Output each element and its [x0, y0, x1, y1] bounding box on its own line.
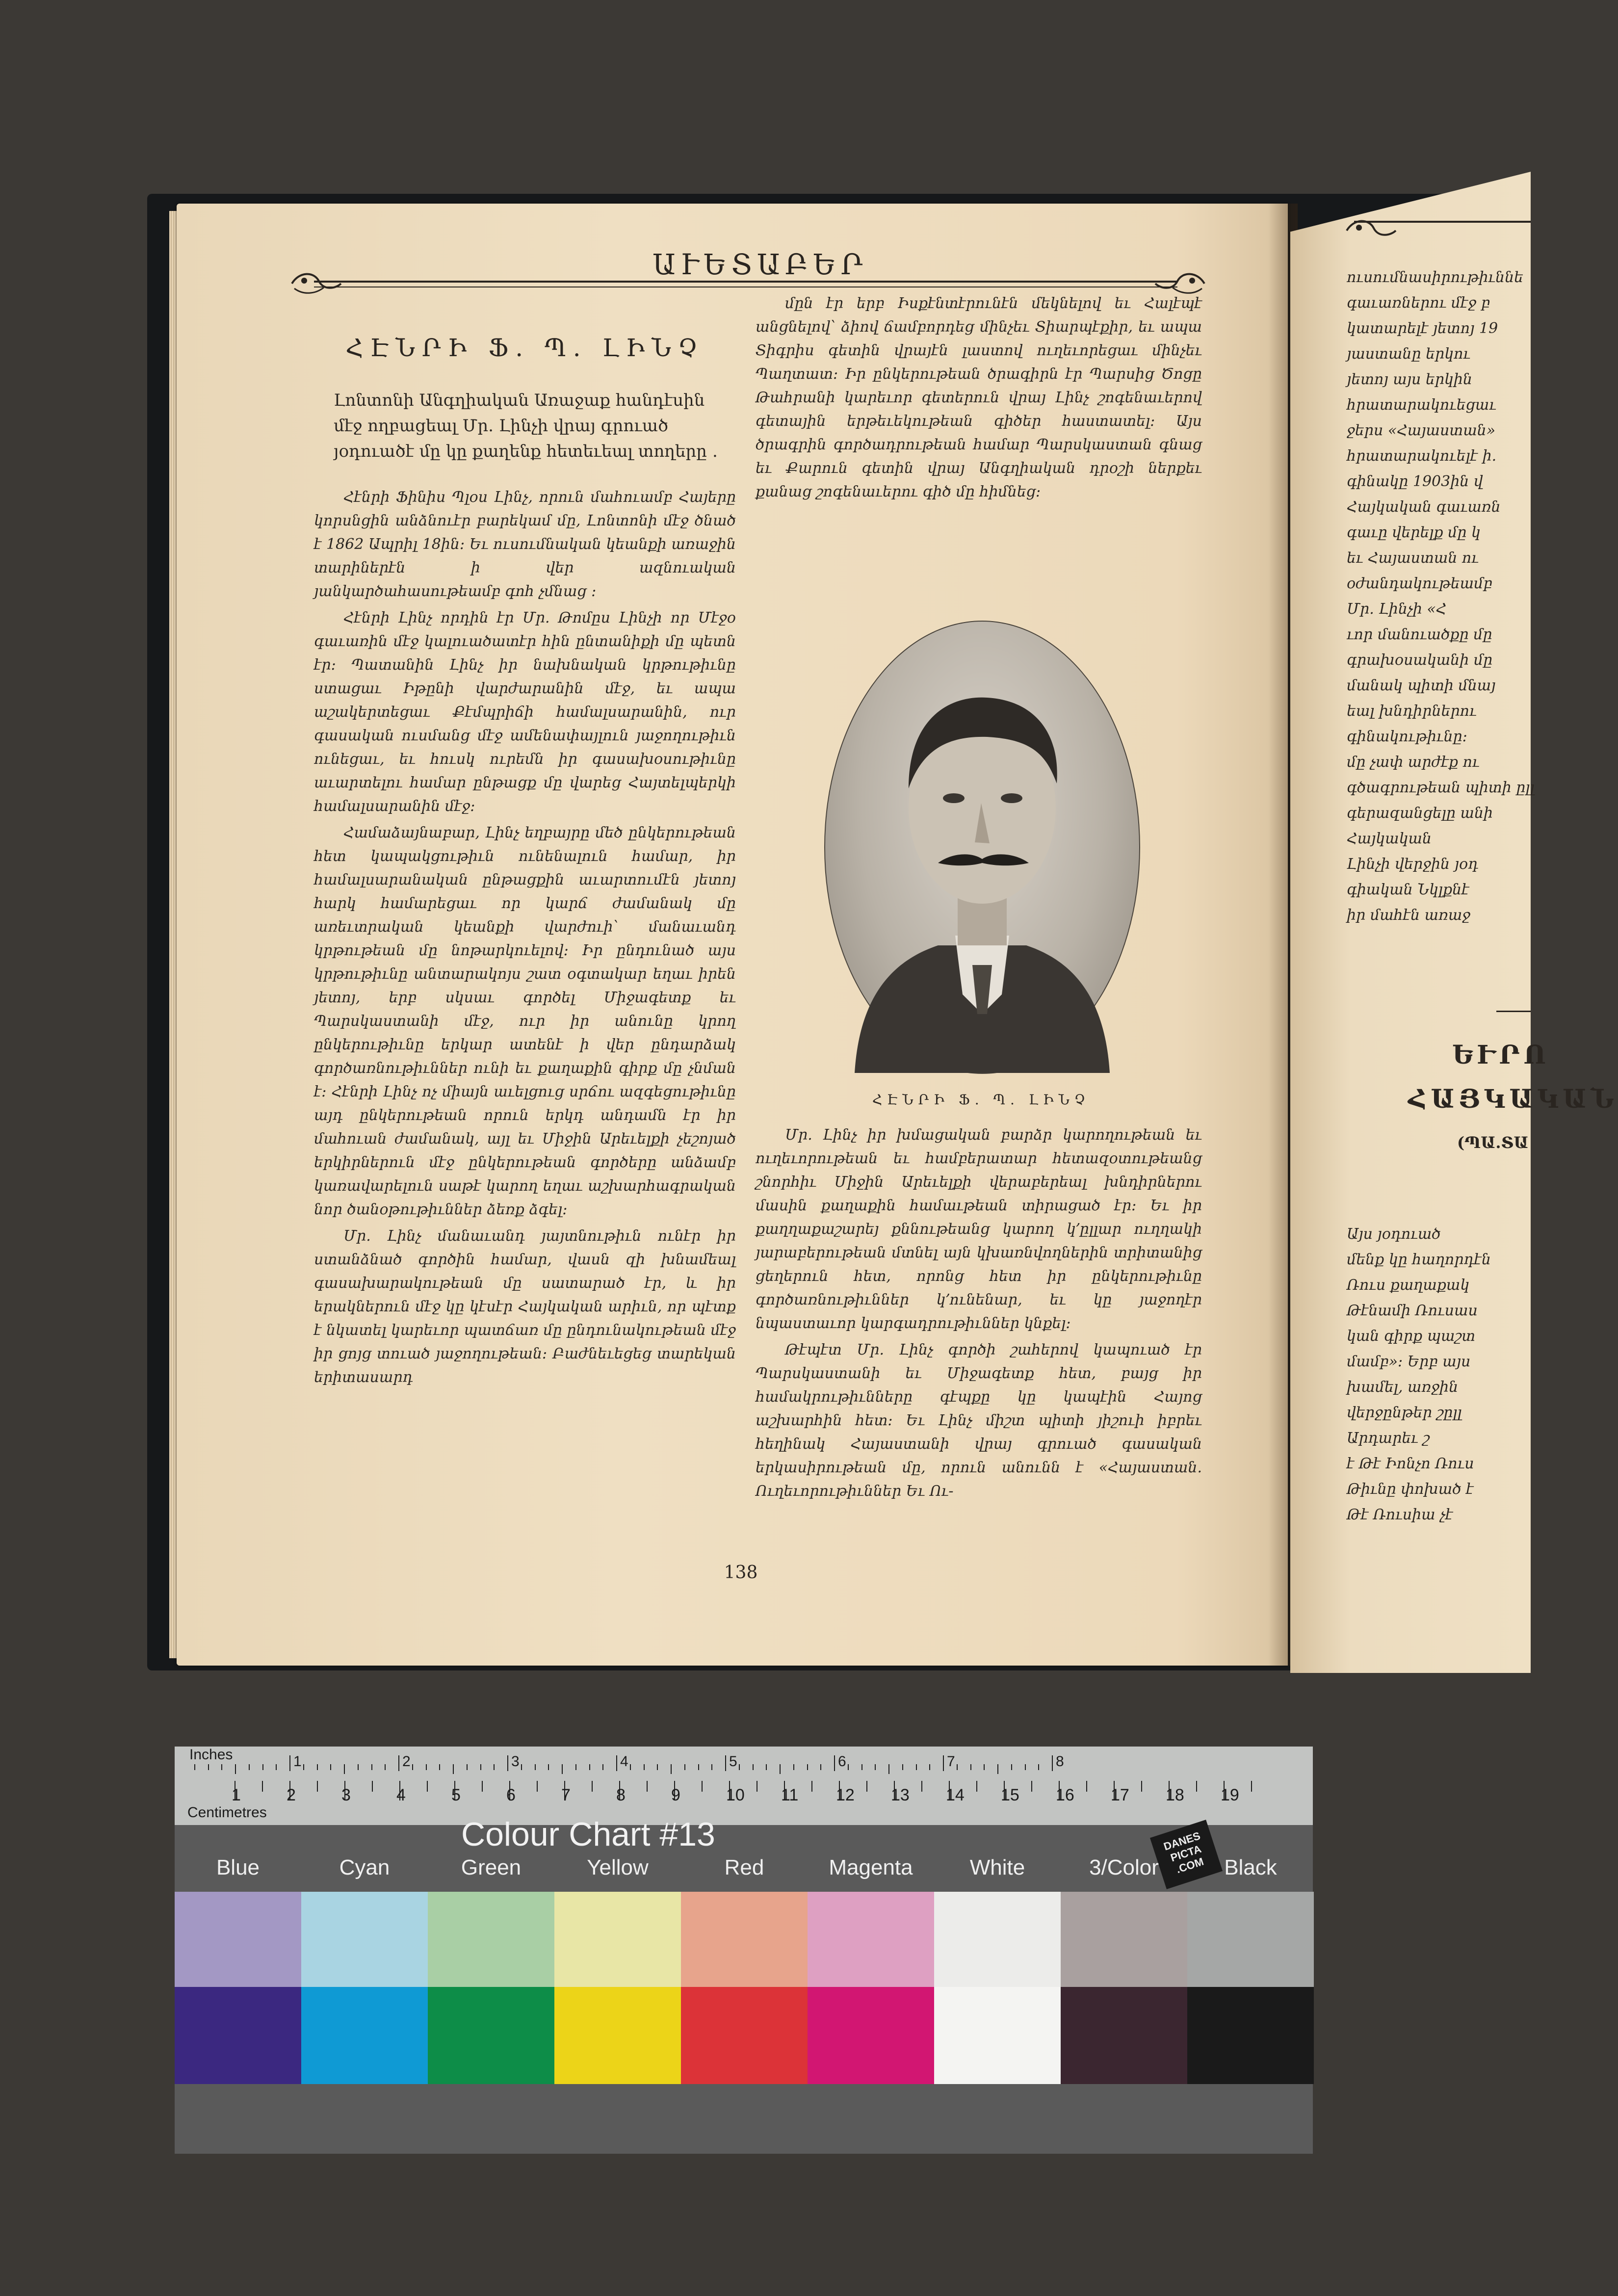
- inch-subtick: [888, 1764, 889, 1774]
- inch-tick: [398, 1755, 399, 1771]
- inch-subtick: [957, 1764, 958, 1770]
- cm-tick-label: 12: [836, 1786, 855, 1804]
- text-line: եալ խնդիրներու: [1347, 703, 1477, 720]
- text-line: գաւը վերելք մը կ: [1347, 524, 1481, 541]
- cm-half-tick: [372, 1781, 373, 1792]
- text-line: մը չափ արժէք ու: [1347, 754, 1480, 771]
- inch-subtick: [916, 1764, 917, 1770]
- text-line: մանակ պիտի մնայ: [1347, 677, 1496, 694]
- inch-subtick: [562, 1764, 563, 1774]
- brand-logo: DANES PICTA .COM: [1150, 1820, 1223, 1889]
- inch-tick: [507, 1755, 508, 1771]
- inch-subtick: [875, 1764, 876, 1770]
- cm-tick-label: 3: [341, 1786, 351, 1804]
- paragraph: մըն էր երբ Իսքէնտէրունէն մեկնելով եւ Հալէպէ անցնելով՝ ձիով ճամբորդեց մինչեւ Տիարպէքիր, եւ ապա Տիգրիս գետին վրայէն լաստով ուղեւորեցաւ մինչեւ Պաղտատ։ Իր ընկերութեան ծրագիրն էր Պարսից Ծոցը Թահրանի կարեւոր գետերուն վրայ Լինչ շոգենաւերով գետային երթեւեկութեան գիծեր հաստատել։ Այս ծրագրին գործադրութեան համար Պարսկաստան գնաց եւ Քարուն գետին վրայ Անգղիական դրօշի ներքեւ քանաց շոգենաւերու գիծ մը հիմնեց։: [756, 295, 1202, 500]
- text-line: վերջընթեր շըլլ: [1347, 1404, 1462, 1421]
- inch-subtick: [671, 1764, 672, 1774]
- swatch-dark: [1187, 1987, 1314, 2084]
- swatch-dark: [1061, 1987, 1187, 2084]
- text-line: Արդարեւ շ: [1347, 1430, 1430, 1447]
- swatch-dark: [428, 1987, 554, 2084]
- text-line: ւոր մանուածքը մը: [1347, 626, 1492, 643]
- swatch-label: Cyan: [339, 1855, 390, 1879]
- text-line: գինակը 1903ին վ: [1347, 473, 1483, 490]
- cm-half-tick: [647, 1781, 648, 1792]
- swatch-dark: [301, 1987, 428, 2084]
- inch-tick: [725, 1755, 726, 1771]
- inch-subtick: [480, 1764, 481, 1770]
- swatch-light: [554, 1892, 681, 1987]
- swatch-label: Green: [461, 1855, 522, 1879]
- inch-subtick: [303, 1764, 304, 1770]
- article-title: ՀԷՆՐԻ Ֆ. Պ. ԼԻՆՉ: [345, 334, 705, 362]
- article-intro: Լոնտոնի Անգղիական Առաջաք հանդէսին մէջ ողբացեալ Մր. Լինչի վրայ գրուած յօդուածէ մը կը քաղենք հետեւեալ տողերը ․: [334, 391, 718, 461]
- inch-subtick: [657, 1764, 658, 1770]
- inch-subtick: [385, 1764, 386, 1770]
- text-line: մենք կը հաղորդէն: [1347, 1251, 1491, 1268]
- text-line: Ռուս քաղաքակ: [1347, 1277, 1470, 1294]
- inch-subtick: [262, 1764, 263, 1770]
- inch-subtick: [684, 1764, 685, 1770]
- inch-tick-label: 4: [620, 1753, 628, 1770]
- swatch-label: Blue: [216, 1855, 260, 1879]
- inch-tick: [943, 1755, 944, 1771]
- text-line: կատարելէ յետոյ 19: [1347, 320, 1498, 337]
- ruler-cm-label: Centimetres: [187, 1804, 267, 1821]
- text-line: խամել, առջին: [1347, 1379, 1459, 1396]
- swatch-dark: [175, 1987, 301, 2084]
- inch-subtick: [630, 1764, 631, 1770]
- inch-subtick: [467, 1764, 468, 1770]
- inch-subtick: [221, 1764, 222, 1770]
- inch-subtick: [753, 1764, 754, 1770]
- inch-subtick: [194, 1764, 195, 1770]
- text-line: Թէ Ռուսիա չէ: [1347, 1506, 1453, 1523]
- text-line: գծագրութեան պիտի ըլլ: [1347, 779, 1535, 796]
- inch-subtick: [521, 1764, 522, 1770]
- text-line: է Թէ Իոնչո Ռուս: [1347, 1455, 1474, 1472]
- inch-subtick: [1025, 1764, 1026, 1770]
- cm-tick-label: 9: [671, 1786, 680, 1804]
- inch-tick: [616, 1755, 617, 1771]
- paragraph: Հէնրի Լինչ որդին էր Մր. Թոմըս Լինչի որ Մէջօ գաւառին մէջ կալուածատէր հին ընտանիքի մը պետն էր։ Պատանին Լինչ իր նախնական կրթութիւնը ստացաւ Իթընի վարժարանին մէջ, եւ ապա աշակերտեցաւ Քէմպրիճի համալսարանին, ուր գասական ուսմանց մէջ ամենափայլուն յաջողութիւն ունեցաւ, եւ հուսկ ուրեմն իր գասախօսութիւնը աւարտելու համար ընթացք մը վարեց Հայտելպերկի համալսարանին մէջ։: [314, 609, 736, 815]
- cm-tick-label: 8: [616, 1786, 626, 1804]
- cm-tick-label: 17: [1111, 1786, 1129, 1804]
- right-page-text: [1347, 265, 1533, 928]
- text-line: Լինչի վերջին յօդ: [1347, 856, 1479, 873]
- swatch-light: [1061, 1892, 1187, 1987]
- text-line: Հայկական գաւառն: [1347, 498, 1501, 516]
- ruler-inches-label: Inches: [189, 1747, 233, 1763]
- text-line: Հայկական: [1347, 830, 1432, 847]
- inch-tick: [834, 1755, 835, 1771]
- text-line: կան գիրք պաշտ: [1347, 1328, 1476, 1345]
- cm-tick-label: 14: [946, 1786, 965, 1804]
- text-line: ջերս «Հայաստան»: [1347, 422, 1496, 439]
- swatch-light: [681, 1892, 808, 1987]
- cm-half-tick: [1251, 1781, 1252, 1792]
- cm-tick-label: 2: [287, 1786, 296, 1804]
- inch-subtick: [698, 1764, 699, 1770]
- inch-subtick: [548, 1764, 549, 1770]
- right-page-ornament-icon: [1344, 216, 1398, 245]
- inch-tick-label: 3: [511, 1753, 520, 1770]
- left-column: [314, 486, 736, 1392]
- inch-tick-label: 8: [1056, 1753, 1064, 1770]
- inch-subtick: [984, 1764, 985, 1770]
- inch-subtick: [276, 1764, 277, 1770]
- cm-tick-label: 11: [781, 1786, 799, 1804]
- paragraph: Հէնրի Ֆինիս Պլօս Լինչ, որուն մահուամբ Հայերը կորսնցին անձնուէր բարեկամ մը, Լոնտոնի մէջ ծնած է 1862 Ապրիլ 18ին։ Եւ ուսումնական կեանքի առաջին տարիներէն ի վեր ազնուական յանկարծահասութեամբ գոհ չմնաց ։: [314, 489, 736, 600]
- inch-subtick: [426, 1764, 427, 1770]
- swatch-label: Black: [1224, 1855, 1277, 1879]
- inch-subtick: [848, 1764, 849, 1770]
- inch-tick: [1052, 1755, 1053, 1771]
- cm-tick-label: 13: [891, 1786, 910, 1804]
- right-page-divider: [1496, 1011, 1531, 1012]
- swatch-dark: [934, 1987, 1061, 2084]
- text-line: գերազանցելը անի: [1347, 805, 1493, 822]
- swatch-label: Yellow: [587, 1855, 649, 1879]
- cm-tick-label: 10: [726, 1786, 745, 1804]
- inch-subtick: [494, 1764, 495, 1770]
- inch-subtick: [644, 1764, 645, 1770]
- swatch-dark: [808, 1987, 934, 2084]
- text-line: յաստանը երկու: [1347, 345, 1471, 363]
- text-line: Թիւնը փոխած է: [1347, 1481, 1474, 1498]
- cm-half-tick: [976, 1781, 977, 1792]
- paragraph: Մր. Լինչ մանաւանդ յայտնութիւն ունէր իր ստանձնած գործին համար, վասն զի խնամեալ գասախարակութեան մը սատարած էր, և իր երակներուն մէջ կը կէսէր Հայկական արիւն, որ պէտք է նկատել կարեւոր պատճառ մը ընդունակութեան մէջ իր ցոյց տուած յաջողութեան։ Բաժնեւեցեց տարեկան երիտասարդ: [314, 1227, 736, 1386]
- right-column-bottom: [756, 1123, 1202, 1506]
- cm-tick-label: 18: [1166, 1786, 1184, 1804]
- text-line: գրախօսականի մը: [1347, 652, 1493, 669]
- inch-subtick: [970, 1764, 971, 1770]
- swatch-dark: [681, 1987, 808, 2084]
- inch-tick-label: 1: [293, 1753, 302, 1770]
- cm-half-tick: [702, 1781, 703, 1792]
- swatch-light: [1187, 1892, 1314, 1987]
- swatch-dark: [554, 1987, 681, 2084]
- cm-half-tick: [537, 1781, 538, 1792]
- inch-subtick: [358, 1764, 359, 1770]
- swatch-light: [301, 1892, 428, 1987]
- cm-half-tick: [921, 1781, 922, 1792]
- inch-subtick: [439, 1764, 440, 1770]
- inch-subtick: [861, 1764, 862, 1770]
- text-line: եւ Հայաստան ու: [1347, 549, 1479, 567]
- text-line: Այս յօդուած: [1347, 1226, 1441, 1243]
- inch-subtick: [780, 1764, 781, 1774]
- inch-subtick: [344, 1764, 345, 1774]
- portrait-figure-icon: [825, 622, 1139, 1073]
- cm-half-tick: [427, 1781, 428, 1792]
- right-page-byline: (ՊԱ.ՏԱ: [1457, 1133, 1529, 1152]
- cm-tick-label: 4: [396, 1786, 406, 1804]
- swatch-light: [175, 1892, 301, 1987]
- inch-subtick: [575, 1764, 576, 1770]
- cm-half-tick: [1196, 1781, 1197, 1792]
- text-line: գիական Նկլքնէ: [1347, 881, 1469, 898]
- cm-half-tick: [1031, 1781, 1032, 1792]
- swatch-light: [808, 1892, 934, 1987]
- inch-subtick: [793, 1764, 794, 1770]
- text-line: հրատարակուելէ ի.: [1347, 447, 1497, 465]
- text-line: օժանդակութեամբ: [1347, 575, 1492, 592]
- cm-half-tick: [482, 1781, 483, 1792]
- portrait-caption: ՀԷՆՐԻ Ֆ. Պ. ԼԻՆՉ: [872, 1092, 1091, 1108]
- text-line: Մր. Լինչի «Հ: [1347, 600, 1447, 618]
- swatch-label: 3/Color: [1089, 1855, 1159, 1879]
- inch-subtick: [1038, 1764, 1039, 1770]
- swatch-light: [428, 1892, 554, 1987]
- inch-subtick: [589, 1764, 590, 1770]
- cm-half-tick: [866, 1781, 867, 1792]
- cm-half-tick: [811, 1781, 812, 1792]
- inch-subtick: [1011, 1764, 1012, 1770]
- inch-subtick: [997, 1764, 998, 1774]
- cm-tick-label: 6: [506, 1786, 516, 1804]
- cm-half-tick: [1141, 1781, 1142, 1792]
- inch-tick: [289, 1755, 290, 1771]
- swatch-label: White: [969, 1855, 1025, 1879]
- cm-half-tick: [317, 1781, 318, 1792]
- inch-tick-label: 7: [947, 1753, 955, 1770]
- inch-subtick: [371, 1764, 372, 1770]
- inch-subtick: [208, 1764, 209, 1770]
- inch-subtick: [766, 1764, 767, 1770]
- cm-tick-label: 7: [561, 1786, 571, 1804]
- cm-half-tick: [592, 1781, 593, 1792]
- page-number: 138: [724, 1563, 758, 1583]
- inch-subtick: [902, 1764, 903, 1770]
- inch-subtick: [330, 1764, 331, 1770]
- right-column-top: [756, 292, 1202, 504]
- text-line: Թէնամի Ռուսաս: [1347, 1302, 1478, 1319]
- text-line: հրատարակուեցաւ: [1347, 396, 1496, 414]
- header-ornament-left-icon: [289, 269, 343, 298]
- paragraph: Համաձայնաբար, Լինչ եղբայրը մեծ ընկերութեան հետ կապակցութիւն ունենալուն համար, իր համալսարանական ընթացքին աւարտումէն յետոյ հարկ համարեցաւ որ կարճ ժամանակ մը առեւտրական կեանքի վարժուի՝ մանաւանդ կրթութեան մը նոթարկուելով։ Իր ընդունած այս կրթութիւնը անտարակոյս շատ օգտակար եղաւ իրեն յետոյ, երբ սկսաւ գործել Միջագետք եւ Պարսկաստանի մէջ, ուր իր անունը կրող ընկերութիւնը երկար ատենէ ի վեր ընդարձակ գործառնութիւններ ունի եւ քաղաքին գիրք մը չնման է։ Հէնրի Լինչ ոչ միայն աւելցուց սրճու ազգեցութիւնը այդ ընկերութեան որուն երկդ անդամն էր իր մահուան ժամանակ, այլ եւ Միջին Արեւելքի չեշոյած երկիրներուն մէջ ընկերութեան գործերը անձամբ կառավարելուն սաթէ կարող եղաւ աշխարհագրական նոր ծանօթութիւններ ձեռք ձգել։: [314, 824, 736, 1218]
- cm-tick-label: 1: [232, 1786, 241, 1804]
- portrait-photo: [824, 621, 1140, 1074]
- swatch-label: Red: [724, 1855, 764, 1879]
- inch-subtick: [235, 1764, 236, 1774]
- inch-subtick: [453, 1764, 454, 1774]
- inch-subtick: [807, 1764, 808, 1770]
- cm-tick-label: 19: [1221, 1786, 1239, 1804]
- swatch-light: [934, 1892, 1061, 1987]
- inch-subtick: [739, 1764, 740, 1770]
- inch-tick-label: 2: [402, 1753, 411, 1770]
- cm-tick-label: 16: [1056, 1786, 1074, 1804]
- inch-tick-label: 6: [838, 1753, 846, 1770]
- text-line: իր մահէն առաջ: [1347, 907, 1471, 924]
- inch-subtick: [820, 1764, 821, 1770]
- text-line: յետոյ այս երկին: [1347, 371, 1472, 388]
- inch-tick-label: 5: [729, 1753, 737, 1770]
- inch-subtick: [711, 1764, 712, 1770]
- right-page-subheading: ՀԱՅԿԱԿԱՆ: [1408, 1084, 1618, 1114]
- inch-subtick: [929, 1764, 930, 1770]
- swatch-label: Magenta: [829, 1855, 913, 1879]
- colour-chart-title: Colour Chart #13: [461, 1816, 715, 1853]
- right-page-text-lower: [1347, 1222, 1533, 1528]
- paragraph: Թէպէտ Մր. Լինչ գործի շահերով կապուած էր Պարսկաստանի եւ Միջագետք հետ, բայց իր համակրութիւնները գէպքը կը կապէին Հայոց աշխարհին հետ։ Եւ Լինչ միշտ պիտի յիշուի իբրեւ հեղինակ Հայաստանի վրայ գրուած գասական երկասիրութեան մը, որուն անունն է «Հայաստան. Ուղեւորութիւններ Եւ Ու-: [756, 1341, 1202, 1500]
- right-page-rule: [1354, 221, 1531, 223]
- cm-tick-label: 5: [451, 1786, 461, 1804]
- cm-tick-label: 15: [1001, 1786, 1019, 1804]
- inch-subtick: [317, 1764, 318, 1770]
- text-line: գինակութիւնը։: [1347, 728, 1467, 745]
- text-line: մամբ»։ Երբ այս: [1347, 1353, 1471, 1370]
- inch-subtick: [412, 1764, 413, 1770]
- paragraph: Մր. Լինչ իր խմացական բարձր կարողութեան եւ ուղեւորութեան եւ համբերատար հետազօտութեանց շնորհիւ Միջին Արեւելքի վերաբերեալ խնդիրներու մասին քաղաքին համաւթեան տիրացած էր։ Եւ իր քաղղաքաշարեյ քննութեանց կարող կ՚ըլլար ուղղակի յարաբերութեան մտնել այն կխառնվողներին տրիտանից ցեղերուն հետ, որոնց հետ իր ընկերութիւնը գործառնութիւններ կ՚ունենար, եւ կը յաջողէր նպաստաւոր կարգադրութիւններ կնքել։: [756, 1126, 1202, 1332]
- running-head: ԱՒԵՏԱԲԵՐ: [652, 248, 868, 281]
- text-line: ուսումնասիրութիւննե: [1347, 269, 1524, 286]
- inch-subtick: [602, 1764, 603, 1770]
- text-line: գաւառներու մէջ բ: [1347, 294, 1490, 312]
- cm-half-tick: [262, 1781, 263, 1792]
- cm-half-tick: [1086, 1781, 1087, 1792]
- right-page-heading: ԵՒՐՈ: [1452, 1040, 1550, 1070]
- inch-subtick: [535, 1764, 536, 1770]
- inch-subtick: [249, 1764, 250, 1770]
